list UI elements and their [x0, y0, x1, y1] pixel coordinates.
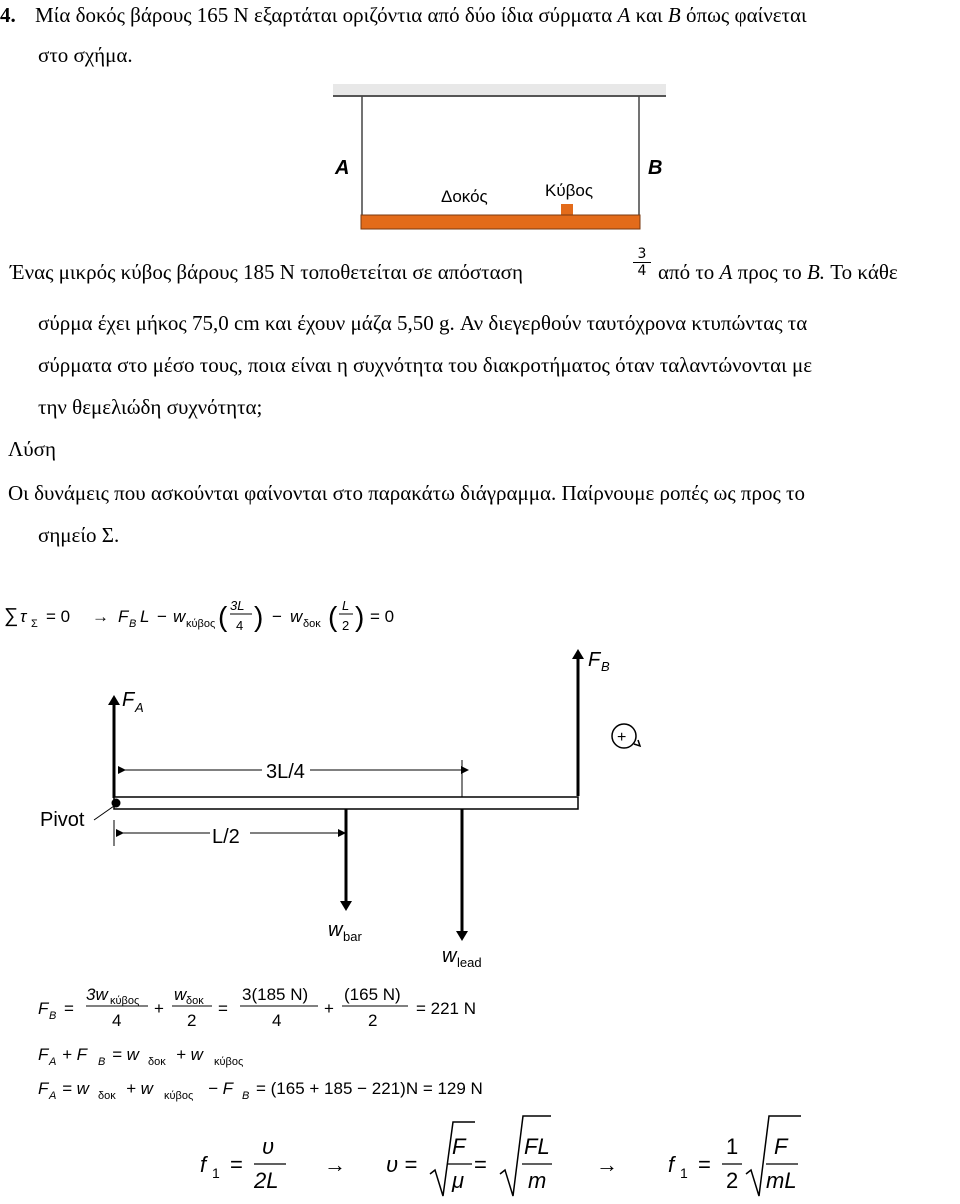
eq4-w-dok-sub: δοκ	[98, 1090, 116, 1102]
force-FA-sub: A	[135, 700, 144, 715]
torque-equation	[0, 592, 420, 640]
svg-text:): )	[254, 601, 264, 632]
eq1-den2: 2	[342, 618, 350, 633]
problem-line-2: στο σχήμα.	[38, 43, 133, 67]
p1-part2: από το	[658, 260, 715, 284]
eq5-F2: F	[774, 1134, 788, 1159]
p1-part4: Το κάθε	[830, 260, 898, 284]
paragraph-line-4: την θεμελιώδη συχνότητα;	[38, 395, 263, 419]
eq2-plus: +	[154, 999, 164, 1018]
cube-label: Κύβος	[545, 181, 594, 200]
pivot-point	[112, 799, 121, 808]
eq2-result: = 221 N	[416, 999, 477, 1018]
eq4-FB-sub: B	[242, 1090, 250, 1102]
dimension-L2-label: L/2	[212, 826, 240, 848]
eq5-f1: f	[200, 1152, 207, 1177]
eq2-den1: 4	[112, 1011, 122, 1030]
fa-equation	[30, 1072, 570, 1108]
beam-diagram	[114, 797, 578, 809]
eq1-FB: F	[118, 607, 129, 626]
fraction-denominator: 4	[633, 262, 651, 279]
paragraph-line-5: Οι δυνάμεις που ασκούνται φαίνονται στο παρακάτω διάγραμμα. Παίρνουμε ροπές ως προς το	[8, 481, 805, 505]
and-word: και	[635, 3, 663, 27]
paragraph-line-6: σημείο Σ.	[38, 523, 120, 547]
eq1-den1: 4	[236, 618, 244, 633]
eq4-w-dok: = w	[62, 1079, 89, 1098]
eq2-den4: 2	[368, 1011, 378, 1030]
eq5-FL: FL	[524, 1134, 550, 1159]
force-diagram	[30, 640, 670, 975]
eq4-FB: − F	[208, 1079, 234, 1098]
eq3-w-cube: + w	[176, 1045, 203, 1064]
eq5-f1b: f	[668, 1152, 675, 1177]
problem-line-1	[0, 2, 807, 28]
eq5-mu: μ	[452, 1168, 465, 1193]
problem-text: Μία δοκός βάρους 165 N εξαρτάται οριζόντια από δύο ίδια σύρματα	[35, 3, 613, 27]
paragraph-line-3: σύρματα στο μέσο τους, ποια είναι η συχνότητα του διακροτήματος όταν ταλαντώνονται με	[38, 353, 813, 377]
eq4-FA: F	[38, 1079, 49, 1098]
eq5-eq3: =	[698, 1152, 711, 1177]
force-FA-label: F	[122, 689, 135, 711]
weight-bar-sub: bar	[343, 929, 362, 944]
eq3-w-dok: = w	[112, 1045, 139, 1064]
tau-symbol: τ	[20, 607, 27, 626]
frequency-equation	[190, 1110, 810, 1202]
eq2-FB-sub: B	[49, 1010, 57, 1022]
eq2-eq: =	[64, 999, 74, 1018]
fraction-numerator: 3	[637, 246, 647, 262]
eq4-FA-sub: A	[49, 1090, 57, 1102]
eq2-num2-sub: δοκ	[186, 995, 204, 1007]
weight-lead-label: w	[442, 945, 457, 967]
pivot-label: Pivot	[40, 809, 85, 831]
weight-bar-label: w	[328, 919, 343, 941]
paragraph-line-1b	[658, 259, 898, 285]
eq5-f1-sub: 1	[212, 1165, 220, 1181]
fraction-3-4	[633, 246, 651, 279]
eq3-w-cube-sub: κύβος	[214, 1056, 244, 1068]
p1-A: A	[719, 260, 733, 284]
force-balance-equation	[30, 1038, 350, 1072]
torque-sign-label: +	[617, 729, 627, 746]
paragraph-line-1	[10, 259, 523, 285]
eq5-arrow2: →	[596, 1152, 618, 1177]
wire-a-ref: A	[617, 3, 631, 27]
eq5-eq2: =	[474, 1152, 487, 1177]
eq1-arrow: →	[92, 607, 109, 626]
eq2-den2: 2	[187, 1011, 197, 1030]
eq3-w-dok-sub: δοκ	[148, 1056, 166, 1068]
wire-a-label: A	[335, 157, 350, 179]
svg-text:(: (	[218, 601, 228, 632]
eq4-w-cube: + w	[126, 1079, 153, 1098]
eq1-L: L	[140, 607, 150, 626]
eq2-num3: 3(185 N)	[242, 985, 309, 1004]
eq1-num2: L	[342, 598, 350, 613]
eq1-w-cube: w	[173, 607, 186, 626]
problem-number: 4.	[0, 3, 16, 27]
eq5-eq1: =	[230, 1152, 243, 1177]
eq1-w-cube-sub: κύβος	[186, 618, 216, 630]
eq1-FB-sub: B	[129, 618, 137, 630]
eq3-FA: F	[38, 1045, 49, 1064]
eq3-FB-sub: B	[98, 1056, 106, 1068]
eq1-w-dok-sub: δοκ	[303, 618, 321, 630]
svg-text:(: (	[328, 601, 338, 632]
problem-text-end: όπως φαίνεται	[685, 3, 807, 27]
eq5-2L: 2L	[254, 1168, 279, 1193]
weight-lead-sub: lead	[457, 955, 482, 970]
solution-heading: Λύση	[8, 437, 56, 461]
eq4-result: = (165 + 185 − 221)N = 129 N	[256, 1079, 483, 1098]
sum-symbol: ∑	[4, 605, 19, 627]
eq5-F: F	[452, 1134, 466, 1159]
eq5-half-num: 1	[726, 1134, 739, 1159]
eq2-num1-sub: κύβος	[110, 995, 140, 1007]
eq1-num1: 3L	[230, 598, 245, 613]
eq5-mL: mL	[766, 1168, 797, 1193]
eq2-plus2: +	[324, 999, 334, 1018]
eq1-minus1: −	[157, 607, 167, 626]
eq3-FA-sub: A	[49, 1056, 57, 1068]
eq2-den3: 4	[272, 1011, 282, 1030]
force-FB-label: F	[588, 649, 601, 671]
eq5-f1b-sub: 1	[680, 1165, 688, 1181]
eq5-arrow1: →	[324, 1152, 346, 1177]
eq1-end: = 0	[370, 607, 395, 626]
p1-part3: προς το	[737, 260, 802, 284]
beam	[361, 215, 640, 229]
eq5-half-den: 2	[726, 1168, 739, 1193]
eq3-FB: + F	[62, 1045, 88, 1064]
eq1-zero: = 0	[46, 607, 71, 626]
p1-part1: Ένας μικρός κύβος βάρους 185 N τοποθετείται σε απόσταση	[10, 260, 523, 284]
p1-B: B.	[806, 260, 826, 284]
eq1-minus2: −	[272, 607, 282, 626]
svg-text:): )	[355, 601, 365, 632]
dimension-3L4-label: 3L/4	[266, 761, 305, 783]
beam-label: Δοκός	[441, 187, 488, 206]
wire-b-ref: B	[667, 3, 681, 27]
eq2-num2: w	[174, 985, 187, 1004]
beam-figure	[325, 78, 670, 238]
eq2-num4: (165 N)	[344, 985, 401, 1004]
paragraph-line-2: σύρμα έχει μήκος 75,0 cm και έχουν μάζα 5,50 g. Αν διεγερθούν ταυτόχρονα κτυπώντας τα	[38, 311, 808, 335]
eq5-v: υ	[262, 1134, 275, 1159]
eq5-m: m	[528, 1168, 547, 1193]
eq2-num1: 3w	[86, 985, 108, 1004]
fb-equation	[30, 980, 510, 1036]
eq5-v-eq: υ =	[386, 1152, 418, 1177]
wire-b-label: B	[648, 157, 663, 179]
eq4-w-cube-sub: κύβος	[164, 1090, 194, 1102]
cube	[561, 204, 573, 216]
eq1-w-dok: w	[290, 607, 303, 626]
force-FB-sub: B	[601, 659, 610, 674]
eq2-eq2: =	[218, 999, 228, 1018]
tau-subscript: Σ	[31, 618, 38, 630]
eq2-FB: F	[38, 999, 49, 1018]
